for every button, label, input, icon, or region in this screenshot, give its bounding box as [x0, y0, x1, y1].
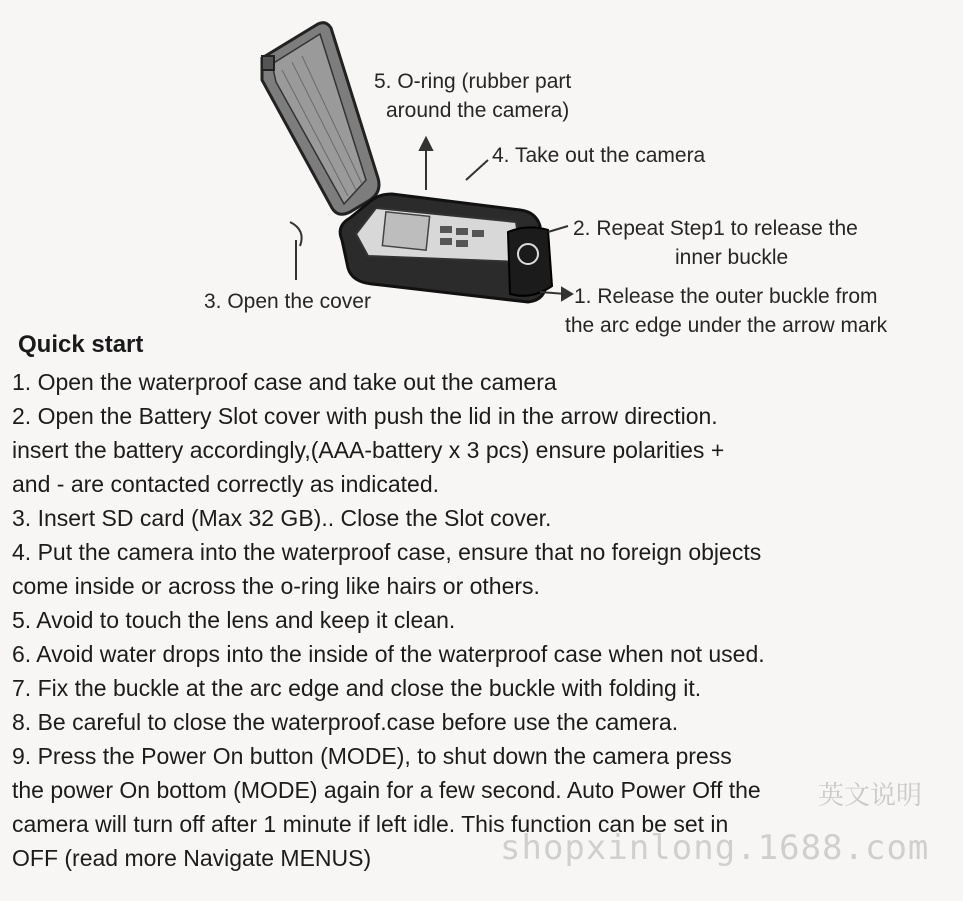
step-line: insert the battery accordingly,(AAA-battery x 3 pcs) ensure polarities +	[12, 437, 725, 463]
step-line: 4. Put the camera into the waterproof case, ensure that no foreign objects	[12, 539, 762, 565]
step-line: come inside or across the o-ring like hairs or others.	[12, 573, 540, 599]
step-line: 7. Fix the buckle at the arc edge and close the buckle with folding it.	[12, 675, 702, 701]
step-line: 6. Avoid water drops into the inside of the waterproof case when not used.	[12, 641, 765, 667]
case-body	[340, 194, 552, 302]
callout-repeat	[573, 214, 858, 272]
watermark-cn: 英文说明	[818, 780, 923, 810]
step-1	[12, 365, 942, 399]
case-lid	[262, 23, 379, 215]
callout-release-line-2: the arc edge under the arrow mark	[565, 314, 888, 337]
callout-oring-line-1: 5. O-ring (rubber part	[374, 70, 572, 93]
step-line: 8. Be careful to close the waterproof.case before use the camera.	[12, 709, 679, 735]
step-line: 9. Press the Power On button (MODE), to shut down the camera press	[12, 743, 732, 769]
callout-open-cover: 3. Open the cover	[204, 290, 371, 313]
step-line: OFF (read more Navigate MENUS)	[12, 845, 372, 871]
callout-repeat-line-1: 2. Repeat Step1 to release the	[573, 217, 858, 240]
callout-oring-line-2: around the camera)	[386, 99, 570, 122]
watermark-url: shopxinlong.1688.com	[500, 828, 930, 868]
step-8	[12, 705, 942, 739]
callout-take-out: 4. Take out the camera	[492, 144, 706, 167]
callout-release-line-1: 1. Release the outer buckle from	[574, 285, 878, 308]
step-4	[12, 535, 942, 603]
step-line: 3. Insert SD card (Max 32 GB).. Close the Slot cover.	[12, 505, 552, 531]
quick-start-steps	[12, 365, 942, 875]
step-line: 5. Avoid to touch the lens and keep it clean.	[12, 607, 456, 633]
callout-release	[565, 282, 887, 340]
callout-repeat-line-2: inner buckle	[675, 246, 789, 269]
step-line: and - are contacted correctly as indicated.	[12, 471, 440, 497]
section-heading: Quick start	[18, 331, 144, 358]
step-3	[12, 501, 942, 535]
step-line: 2. Open the Battery Slot cover with push the lid in the arrow direction.	[12, 403, 718, 429]
step-5	[12, 603, 942, 637]
callout-oring	[374, 67, 571, 125]
step-7	[12, 671, 942, 705]
step-2	[12, 399, 942, 501]
step-line: 1. Open the waterproof case and take out the camera	[12, 369, 557, 395]
step-line: camera will turn off after 1 minute if left idle. This function can be set in	[12, 811, 729, 837]
step-line: the power On bottom (MODE) again for a few second. Auto Power Off the	[12, 777, 761, 803]
step-6	[12, 637, 942, 671]
